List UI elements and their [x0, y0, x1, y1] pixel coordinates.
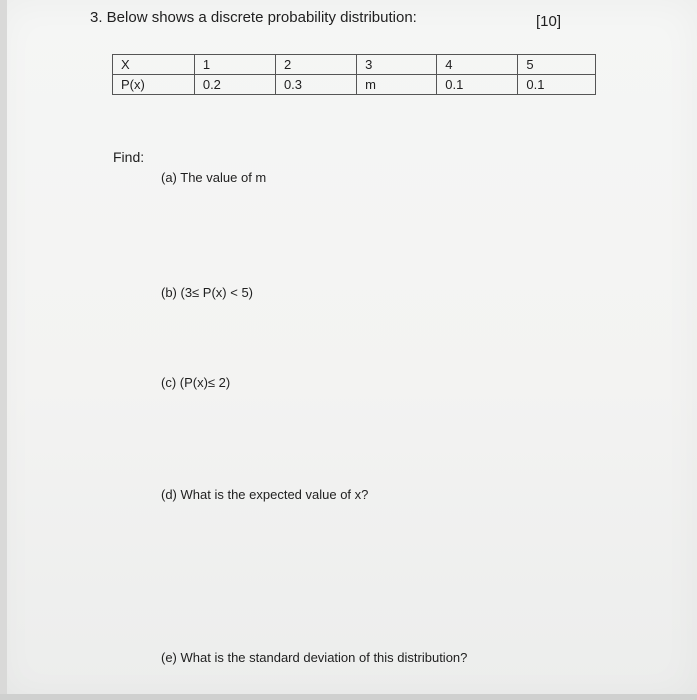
table-row-x	[113, 55, 596, 75]
table-cell: X	[113, 55, 195, 75]
find-label: Find:	[113, 149, 145, 165]
table-row-px	[113, 75, 596, 95]
question-marks: [10]	[536, 13, 562, 30]
table-cell: m	[357, 75, 437, 95]
table-cell: 2	[275, 55, 356, 75]
table-cell: 0.2	[194, 75, 275, 95]
part-a: (a) The value of m	[161, 170, 267, 185]
part-e: (e) What is the standard deviation of this distribution?	[161, 650, 468, 665]
page-bottom-edge	[0, 694, 697, 700]
table-cell: 5	[518, 55, 596, 75]
table-cell: 0.3	[275, 75, 356, 95]
table-cell: 3	[357, 55, 437, 75]
page-edge	[0, 0, 7, 700]
part-d: (d) What is the expected value of x?	[161, 487, 369, 502]
table-cell: 0.1	[437, 75, 518, 95]
table-cell: P(x)	[113, 75, 195, 95]
table-cell: 4	[437, 55, 518, 75]
table-cell: 0.1	[518, 75, 596, 95]
part-c: (c) (P(x)≤ 2)	[161, 375, 231, 390]
table-cell: 1	[194, 55, 275, 75]
distribution-table	[112, 54, 596, 95]
question-title: 3. Below shows a discrete probability distribution:	[90, 9, 417, 26]
part-b: (b) (3≤ P(x) < 5)	[161, 285, 254, 300]
